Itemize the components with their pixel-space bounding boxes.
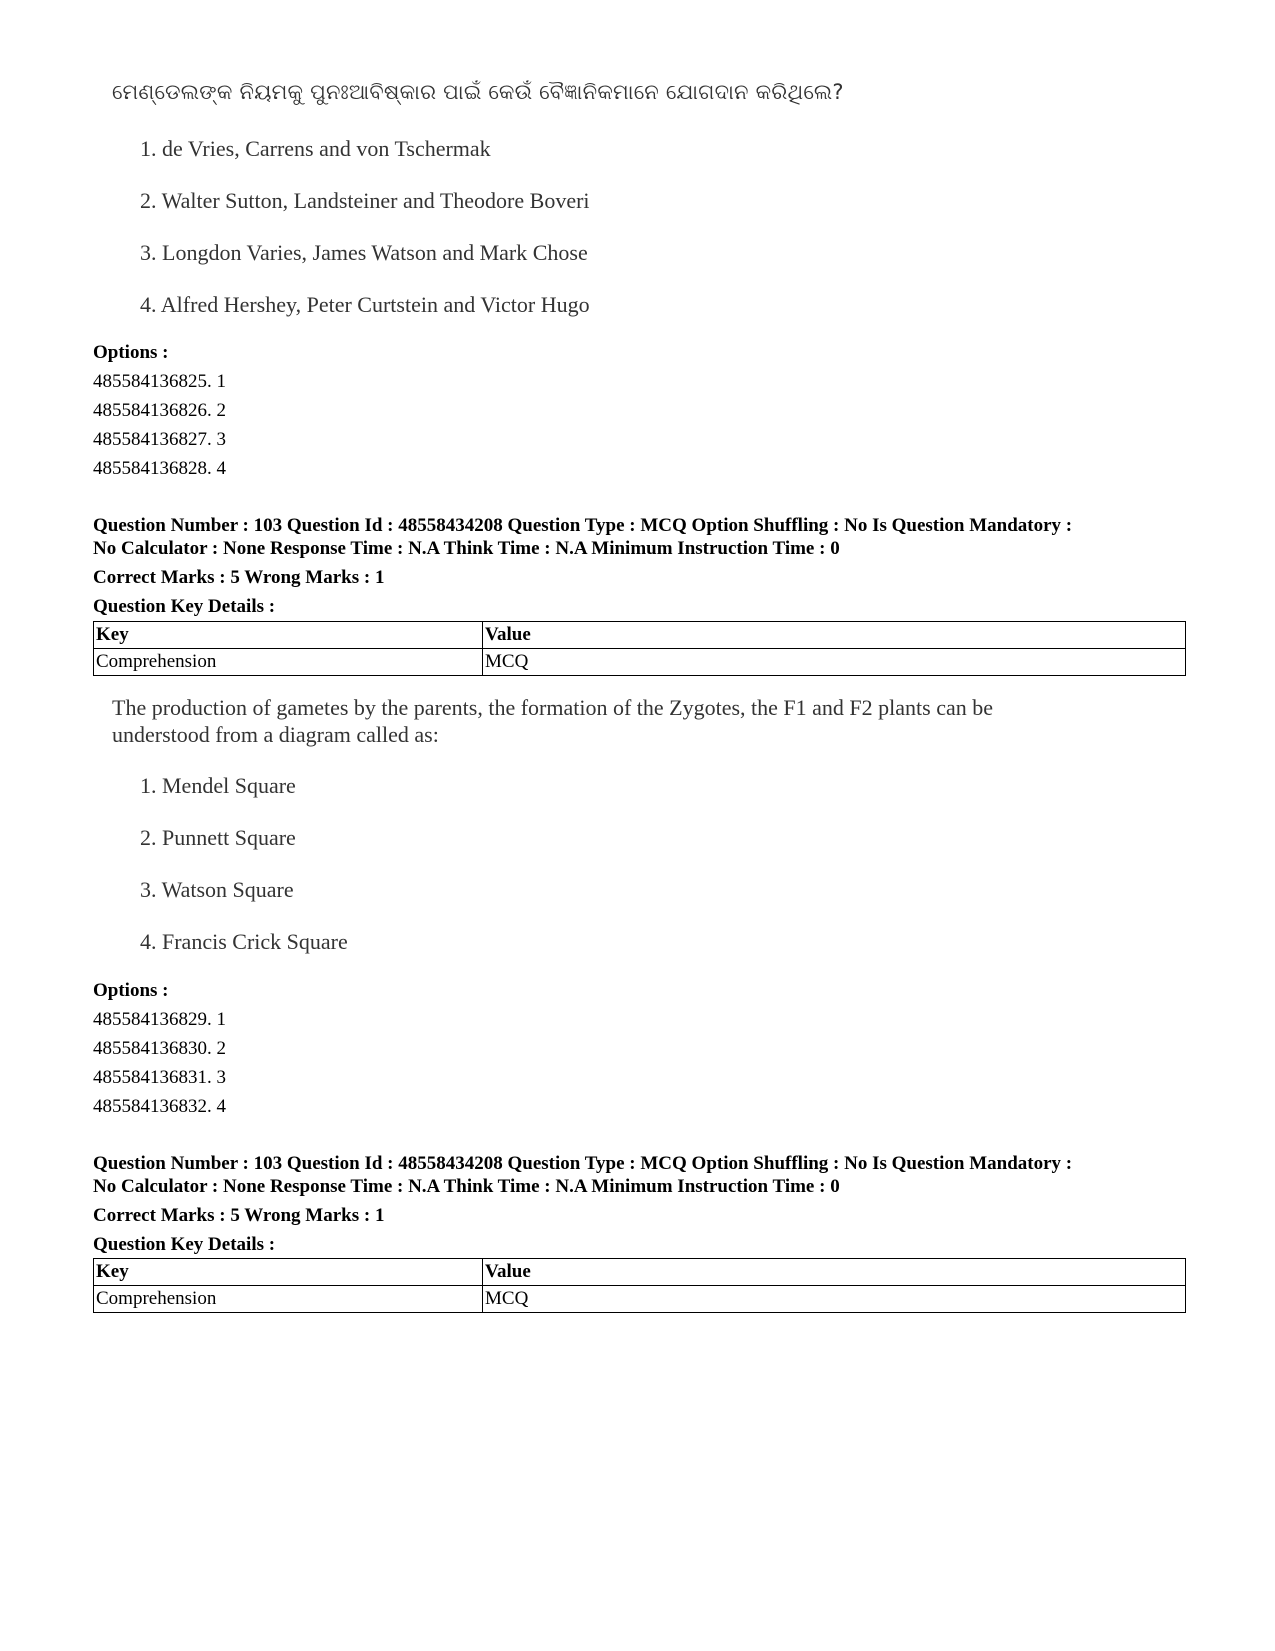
meta-line-2: No Calculator : None Response Time : N.A Think Time : N.A Minimum Instruction Time : 0 bbox=[93, 1176, 840, 1197]
table-cell-key: Comprehension bbox=[94, 1286, 483, 1313]
table-row bbox=[94, 1286, 1186, 1313]
question-2-image bbox=[112, 694, 1112, 962]
options-label: Options : bbox=[93, 342, 169, 363]
key-details-label: Question Key Details : bbox=[93, 596, 276, 617]
question-2-choice-2: 2. Punnett Square bbox=[140, 825, 296, 850]
question-1-choice-3: 3. Longdon Varies, James Watson and Mark Chose bbox=[140, 240, 588, 265]
question-meta-1 bbox=[93, 514, 1193, 618]
table-header-row bbox=[94, 1259, 1186, 1286]
table-header-key: Key bbox=[94, 622, 483, 649]
table-cell-value: MCQ bbox=[483, 649, 1186, 676]
table-header-value: Value bbox=[483, 1259, 1186, 1286]
question-meta-2 bbox=[93, 1152, 1193, 1256]
table-header-key: Key bbox=[94, 1259, 483, 1286]
marks-line: Correct Marks : 5 Wrong Marks : 1 bbox=[93, 1205, 385, 1226]
question-1-text: ମେଣ୍ଡେଲଙ୍କ ନିୟମକୁ ପୁନଃଆବିଷ୍କାର ପାଇଁ କେଉଁ ବୈଜ୍ଞାନିକମାନେ ଯୋଗଦାନ କରିଥିଲେ? bbox=[112, 80, 844, 104]
option-row: 485584136829. 1 bbox=[93, 1009, 226, 1030]
option-row: 485584136828. 4 bbox=[93, 458, 226, 479]
question-2-choice-1: 1. Mendel Square bbox=[140, 773, 296, 798]
question-2-options bbox=[93, 976, 226, 1121]
question-1-image bbox=[112, 78, 1112, 338]
options-label: Options : bbox=[93, 980, 169, 1001]
question-2-text-line-1: The production of gametes by the parents, the formation of the Zygotes, the F1 and F2 plants can be bbox=[112, 695, 993, 720]
meta-line-2: No Calculator : None Response Time : N.A Think Time : N.A Minimum Instruction Time : 0 bbox=[93, 538, 840, 559]
option-row: 485584136831. 3 bbox=[93, 1067, 226, 1088]
question-1-options bbox=[93, 338, 226, 483]
option-row: 485584136826. 2 bbox=[93, 400, 226, 421]
question-2-choice-4: 4. Francis Crick Square bbox=[140, 929, 348, 954]
option-row: 485584136830. 2 bbox=[93, 1038, 226, 1059]
table-cell-value: MCQ bbox=[483, 1286, 1186, 1313]
table-header-row bbox=[94, 622, 1186, 649]
marks-line: Correct Marks : 5 Wrong Marks : 1 bbox=[93, 567, 385, 588]
key-details-label: Question Key Details : bbox=[93, 1234, 276, 1255]
meta-line-1: Question Number : 103 Question Id : 48558434208 Question Type : MCQ Option Shuffling : No Is Question Mandatory : bbox=[93, 515, 1073, 536]
question-2-choice-3: 3. Watson Square bbox=[140, 877, 294, 902]
question-2-text-line-2: understood from a diagram called as: bbox=[112, 722, 439, 747]
key-details-table-2 bbox=[93, 1258, 1186, 1313]
meta-line-1: Question Number : 103 Question Id : 48558434208 Question Type : MCQ Option Shuffling : No Is Question Mandatory : bbox=[93, 1153, 1073, 1174]
question-1-choice-2: 2. Walter Sutton, Landsteiner and Theodore Boveri bbox=[140, 188, 590, 213]
table-row bbox=[94, 649, 1186, 676]
table-cell-key: Comprehension bbox=[94, 649, 483, 676]
question-1-choice-1: 1. de Vries, Carrens and von Tschermak bbox=[140, 136, 491, 161]
option-row: 485584136832. 4 bbox=[93, 1096, 226, 1117]
option-row: 485584136825. 1 bbox=[93, 371, 226, 392]
key-details-table-1 bbox=[93, 621, 1186, 676]
question-1-choice-4: 4. Alfred Hershey, Peter Curtstein and Victor Hugo bbox=[140, 292, 590, 317]
option-row: 485584136827. 3 bbox=[93, 429, 226, 450]
table-header-value: Value bbox=[483, 622, 1186, 649]
